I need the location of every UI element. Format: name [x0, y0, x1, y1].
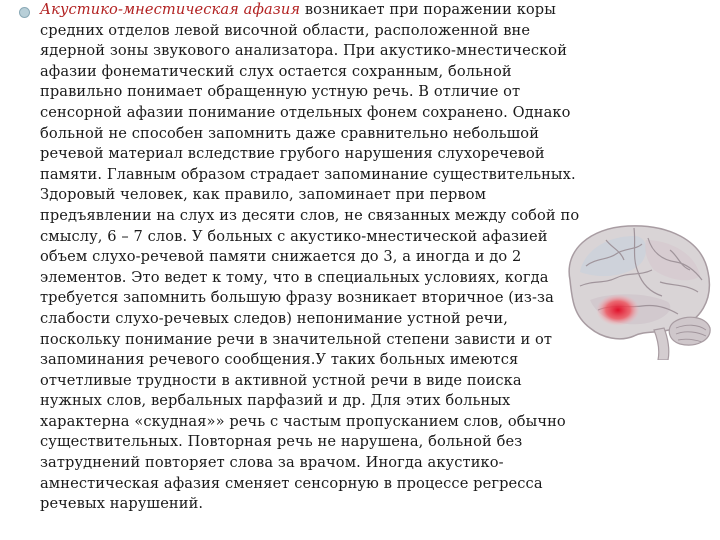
- text-line-21: характерна «скудная»» речь с частым пропусканием слов, обычно: [40, 412, 566, 430]
- slide-body-text: [40, 0, 680, 515]
- bullet-icon: [19, 7, 30, 18]
- text-line-19: отчетливые трудности в активной устной речи в виде поиска: [40, 371, 522, 389]
- text-line-6: сенсорной афазии понимание отдельных фонем сохранено. Однако: [40, 103, 571, 121]
- text-line-13: объем слухо-речевой памяти снижается до 3, а иногда и до 2: [40, 248, 522, 266]
- text-line-9: памяти. Главным образом страдает запоминание существительных.: [40, 165, 576, 183]
- text-line-7: больной не способен запомнить даже сравнительно небольшой: [40, 124, 540, 142]
- text-line-10: Здоровый человек, как правило, запоминает при первом: [40, 186, 487, 204]
- text-line-4: афазии фонематический слух остается сохранным, больной: [40, 62, 512, 80]
- text-line-14: элементов. Это ведет к тому, что в специальных условиях, когда: [40, 268, 549, 286]
- text-line-20: нужных слов, вербальных парфазий и др. Для этих больных: [40, 392, 511, 410]
- highlighted-term: Акустико-мнестическая афазия: [40, 1, 301, 18]
- text-line-25: речевых нарушений.: [40, 495, 204, 513]
- text-line-18: запоминания речевого сообщения.У таких больных имеются: [40, 351, 519, 369]
- text-line-2: средних отделов левой височной области, расположенной вне: [40, 21, 531, 39]
- text-line-12: смыслу, 6 – 7 слов. У больных с акустико-мнестической афазией: [40, 227, 548, 245]
- text-line-23: затруднений повторяет слова за врачом. Иногда акустико-: [40, 454, 504, 472]
- text-line-17: поскольку понимание речи в значительной степени зависти и от: [40, 330, 553, 348]
- text-line-3: ядерной зоны звукового анализатора. При акустико-мнестической: [40, 42, 568, 60]
- text-line-16: слабости слухо-речевых следов) непонимание устной речи,: [40, 309, 508, 327]
- text-line-24: амнестическая афазия сменяет сенсорную в процессе регресса: [40, 474, 543, 492]
- text-line-5: правильно понимает обращенную устную речь. В отличие от: [40, 83, 521, 101]
- text-line-8: речевой материал вследствие грубого нарушения слухоречевой: [40, 145, 545, 163]
- text-line-15: требуется запомнить большую фразу возникает вторичное (из-за: [40, 289, 554, 307]
- text-line-22: существительных. Повторная речь не нарушена, больной без: [40, 433, 523, 451]
- text-line-1: Акустико-мнестическая афазия возникает при поражении коры: [40, 1, 556, 18]
- text-line-11: предъявлении на слух из десяти слов, не связанных между собой по: [40, 206, 580, 224]
